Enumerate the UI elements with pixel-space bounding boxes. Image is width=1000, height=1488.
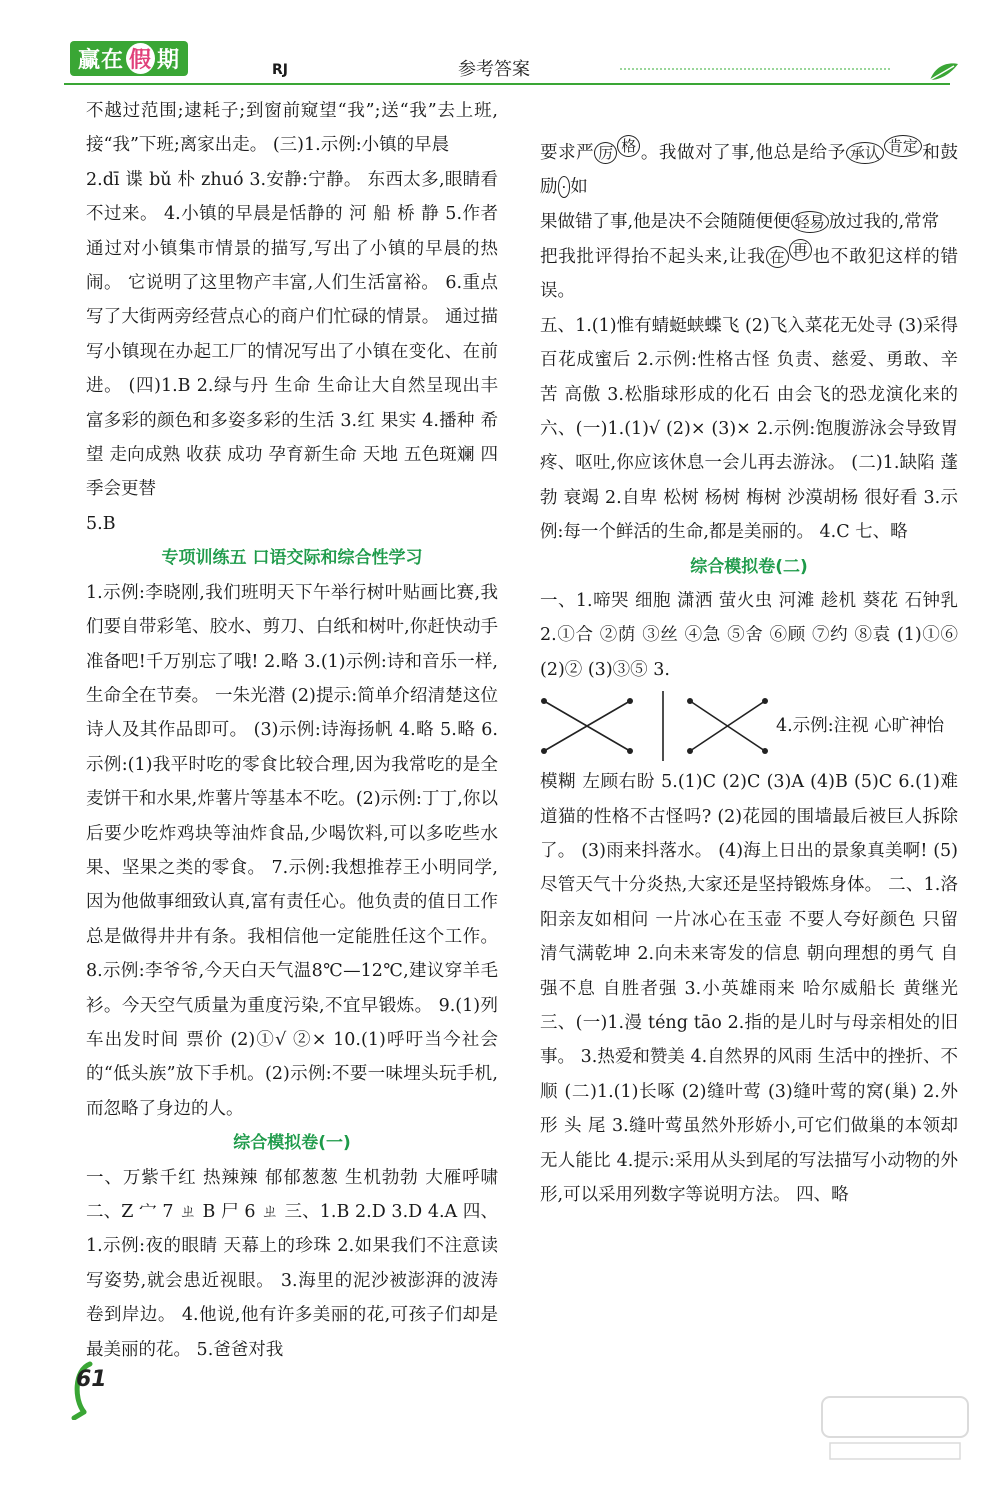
section-title: 综合模拟卷(二) — [690, 556, 808, 577]
proof-text: 也不敢犯这样的错误。 — [540, 246, 958, 302]
proofreading-line — [540, 205, 958, 239]
matching-tail-text: 4.示例:注视 心旷神怡 — [776, 716, 945, 737]
proofreading-line — [540, 135, 958, 205]
answer-paragraph: 五、1.(1)惟有蜻蜓蛱蝶飞 (2)飞入菜花无处寻 (3)采得百花成蜜后 2.示例:性格古怪 负责、慈爱、勇敢、辛苦 高傲 3.松脂球形成的化石 由会飞的恐龙演化来的 六、(一)1.(1)√ (2)× (3)× 2.示例:饱腹游泳会导致胃疼、呕吐,你应该休息一会儿再去游泳。 (二)1.缺陷 蓬勃 衰竭 2.自卑 松树 杨树 梅树 沙漠胡杨 很好看 3.示例:每一个鲜活的生命,都是美丽的。 4.C 七、略 — [540, 315, 958, 543]
proof-text: 要求严 — [540, 142, 595, 163]
edition-label: RJ — [272, 62, 288, 78]
proof-text: 果做错了事,他是决不会随随便便 — [540, 211, 791, 232]
page-header — [0, 0, 1000, 90]
proof-mark: 在 — [766, 246, 789, 268]
header-dotted-line — [620, 68, 890, 70]
proof-text: 如 — [570, 177, 588, 198]
logo-text-left: 赢在 — [78, 47, 125, 73]
proof-text: 。我做对了事,他总是给予 — [640, 142, 846, 163]
answer-paragraph: 一、1.啼哭 细胞 潇洒 萤火虫 河滩 趁机 葵花 石钟乳 2.①合 ②荫 ③丝 ④急 ⑤舍 ⑥顾 ⑦约 ⑧袁 (1)①⑥ (2)② (3)③⑤ 3. — [540, 590, 958, 680]
answer-paragraph: 1.示例:李晓刚,我们班明天下午举行树叶贴画比赛,我们要自带彩笔、胶水、剪刀、白纸和树叶,你赶快动手准备吧!千万别忘了哦! 2.略 3.(1)示例:诗和音乐一样,生命全在节奏。 一朱光潜 (2)提示:简单介绍清楚这位诗人及其作品即可。 (3)示例:诗海扬帆 4.略 5.略 6.示例:(1)我平时吃的零食比较合理,因为我常吃的是全麦饼干和水果,炸薯片等基本不吃。(2)示例:丁丁,你以后要少吃炸鸡块等油炸食品,少喝饮料,可以多吃些水果、坚果之类的零食。 7.示例:我想推荐王小明同学,因为他做事细致认真,富有责任心。他负责的值日工作总是做得井井有条。我相信他一定能胜任这个工作。 8.示例:李爷爷,今天白天气温8℃—12℃,建议穿羊毛衫。今天空气质量为重度污染,不宜早锻炼。 9.(1)列车出发时间 票价 (2)①√ ②× 10.(1)呼吁当今社会的“低头族”放下手机。(2)示例:不要一味埋头玩手机,而忽略了身边的人。 — [86, 582, 498, 1119]
punctuation-mark: · — [558, 176, 571, 198]
header-rule — [64, 83, 950, 85]
proof-mark: 肯定 — [884, 135, 922, 157]
section-title: 综合模拟卷(一) — [233, 1133, 351, 1154]
brand-logo — [70, 40, 188, 76]
answer-paragraph: 2.dī 谍 bǔ 朴 zhuó 3.安静:宁静。 东西太多,眼睛看不过来。 4.小镇的早晨是恬静的 河 船 桥 静 5.作者通过对小镇集市情景的描写,写出了小镇的早晨的热闹。 它说明了这里物产丰富,人们生活富裕。 6.重点写了大街两旁经营点心的商户们忙碌的情景。 通过描写小镇现在办起工厂的情况写出了小镇在变化、在前进。 (四)1.B 2.绿与丹 生命 生命让大自然呈现出丰富多彩的颜色和多姿多彩的生活 3.红 果实 4.播种 希望 走向成熟 收获 成功 孕育新生命 天地 五色斑斓 四季会更替 — [86, 169, 498, 500]
proof-text: 放过我的,常常 — [828, 211, 940, 232]
proof-mark: 承认 — [846, 142, 884, 164]
watermark-logo — [820, 1395, 970, 1465]
section-title: 专项训练五 口语交际和综合性学习 — [161, 548, 423, 569]
answer-paragraph: 不越过范围;逮耗子;到窗前窥望“我”;送“我”去上班,接“我”下班;离家出走。 (三)1.示例:小镇的早晨 — [86, 101, 498, 156]
answer-paragraph: 模糊 左顾右盼 5.(1)C (2)C (3)A (4)B (5)C 6.(1)难道猫的性格不古怪吗? (2)花园的围墙最后被巨人拆除了。 (3)雨来抖落水。 (4)海上日出的景象真美啊! (5)尽管天气十分炎热,大家还是坚持锻炼身体。 二、1.洛阳亲友如相问 一片冰心在玉壶 不要人夸好颜色 只留清气满乾坤 2.向未来寄发的信息 朝向理想的勇气 自强不息 自胜者强 3.小英雄雨来 哈尔威船长 黄继光 三、(一)1.漫 téng tāo 2.指的是儿时与母亲相处的旧事。 3.热爱和赞美 4.自然界的风雨 生活中的挫折、不顺 (二)1.(1)长啄 (2)缝叶莺 (3)缝叶莺的窝(巢) 2.外形 头 尾 3.缝叶莺虽然外形娇小,可它们做巢的本领却无人能比 4.提示:采用从头到尾的写法描写小动物的外形,可以采用列数字等说明方法。 四、略 — [540, 772, 958, 1206]
right-column — [540, 135, 958, 1212]
proof-text: 把我批评得抬不起头来,让我 — [540, 246, 766, 267]
leaf-icon — [928, 60, 960, 84]
proof-text: 和鼓励 — [540, 142, 959, 198]
proof-mark: 轻易 — [791, 211, 829, 233]
proof-mark: 厉 — [594, 142, 617, 164]
logo-text-mid: 假 — [126, 43, 155, 74]
proof-mark: 格 — [617, 135, 640, 157]
logo-text-right: 期 — [157, 47, 181, 73]
matching-lines — [540, 691, 770, 761]
left-column — [86, 94, 498, 1367]
page-number: 61 — [76, 1367, 107, 1392]
answer-paragraph: 5.B — [86, 513, 116, 534]
proof-mark: 再 — [789, 239, 812, 261]
proofreading-line — [540, 239, 958, 309]
matching-diagram — [540, 691, 958, 761]
answer-paragraph: 一、万紫千红 热辣辣 郁郁葱葱 生机勃勃 大雁呼啸 二、Z 宀 7 ㄓ B 尸 6 ㄓ 三、1.B 2.D 3.D 4.A 四、1.示例:夜的眼睛 天幕上的珍珠 2.如果我们不注意读写姿势,就会患近视眼。 3.海里的泥沙被澎湃的波涛卷到岸边。 4.他说,他有许多美丽的花,可孩子们却是最美丽的花。 5.爸爸对我 — [86, 1167, 498, 1360]
page-title: 参考答案 — [458, 59, 530, 80]
